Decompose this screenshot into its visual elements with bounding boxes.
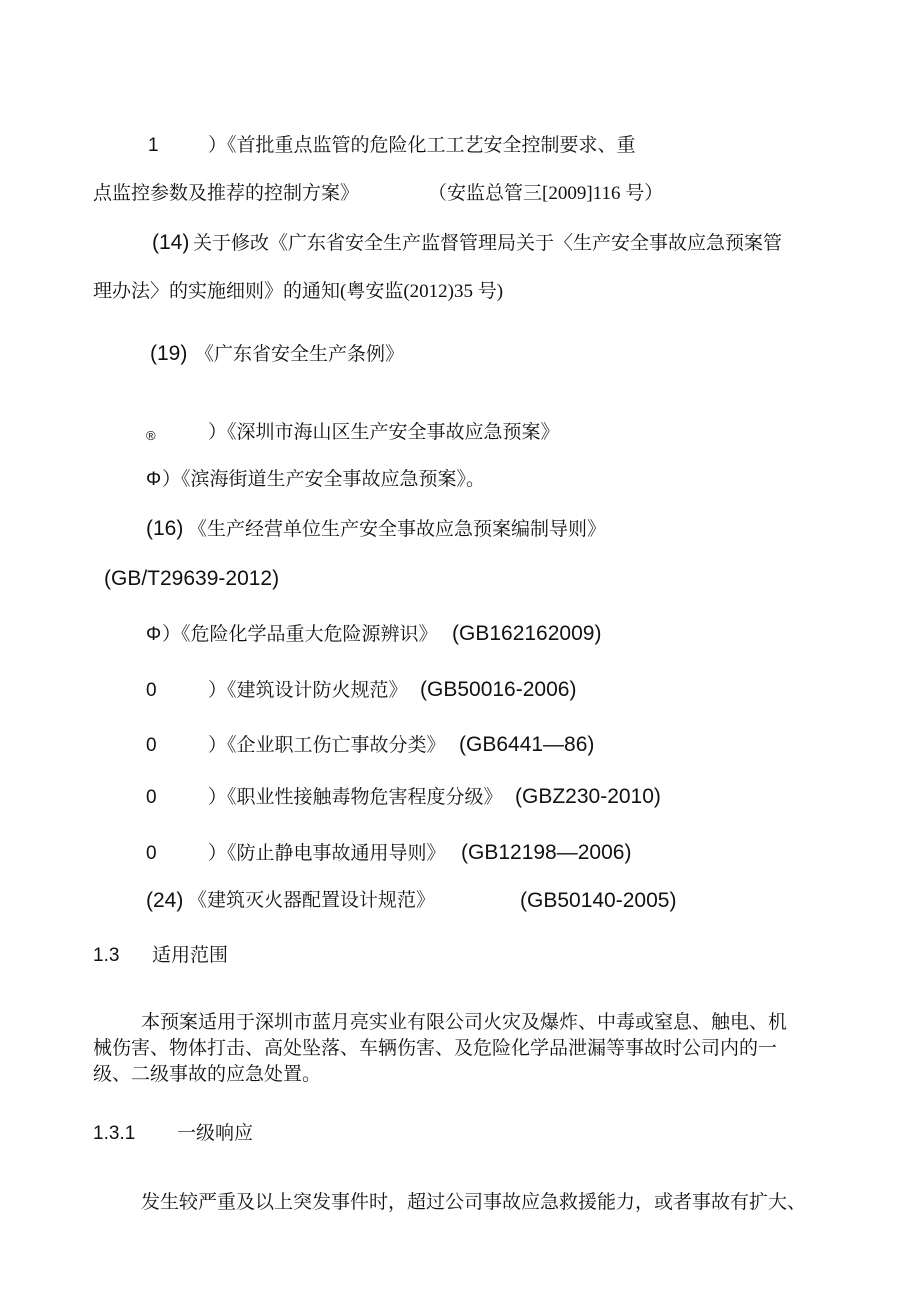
ref-text: ）《防止静电事故通用导则》 xyxy=(208,843,446,864)
section-number: 1.3.1 xyxy=(93,1123,136,1144)
ref-text: 关于修改《广东省安全生产监督管理局关于〈生产安全事故应急预案管 xyxy=(193,233,783,254)
ref-text: ）《职业性接触毒物危害程度分级》 xyxy=(208,787,503,808)
ref-number: ® xyxy=(146,428,156,443)
ref-text: 《生产经营单位生产安全事故应急预案编制导则》 xyxy=(188,519,607,540)
ref-text: ）《建筑设计防火规范》 xyxy=(208,680,408,701)
ref-code: （安监总管三[2009]116 号） xyxy=(428,183,664,204)
ref-number: (16) xyxy=(146,517,184,540)
ref-number: 0 xyxy=(146,787,157,808)
section-title: 一级响应 xyxy=(177,1123,254,1144)
ref-number: Φ xyxy=(146,624,162,645)
ref-code: (GB/T29639-2012) xyxy=(104,567,280,590)
ref-number: Φ xyxy=(146,469,162,490)
ref-number: (14) xyxy=(152,231,190,254)
ref-text: ）《深圳市海山区生产安全事故应急预案》 xyxy=(208,422,560,443)
ref-number: 0 xyxy=(146,680,157,701)
ref-code: (GB50140-2005) xyxy=(520,889,677,912)
ref-text: 《广东省安全生产条例》 xyxy=(195,344,405,365)
ref-number: 0 xyxy=(146,735,157,756)
paragraph-line: 本预案适用于深圳市蓝月亮实业有限公司火灾及爆炸、中毒或窒息、触电、机 xyxy=(141,1012,788,1033)
ref-text: ）《危险化学品重大危险源辨识》 xyxy=(162,624,438,645)
ref-text-continued: 理办法〉的实施细则》的通知(粤安监(2012)35 号) xyxy=(93,281,504,302)
ref-number: 0 xyxy=(146,843,157,864)
paragraph-line: 械伤害、物体打击、高处坠落、车辆伤害、及危险化学品泄漏等事故时公司内的一 xyxy=(93,1038,778,1059)
ref-text: ）《首批重点监管的危险化工工艺安全控制要求、重 xyxy=(208,135,636,156)
ref-code: (GB12198—2006) xyxy=(461,841,632,864)
ref-code: (GB162162009) xyxy=(452,622,602,645)
ref-text: ）《企业职工伤亡事故分类》 xyxy=(208,735,446,756)
paragraph-line: 发生较严重及以上突发事件时，超过公司事故应急救援能力，或者事故有扩大、 xyxy=(141,1192,807,1213)
ref-text: 《建筑灭火器配置设计规范》 xyxy=(188,890,436,911)
section-title: 适用范围 xyxy=(152,945,229,966)
ref-number: (19) xyxy=(150,342,188,365)
ref-text-continued: 点监控参数及推荐的控制方案》 xyxy=(93,183,360,204)
ref-number: 1 xyxy=(148,135,159,156)
ref-number: (24) xyxy=(146,889,184,912)
paragraph-line: 级、二级事故的应急处置。 xyxy=(93,1064,322,1085)
section-number: 1.3 xyxy=(93,945,120,966)
ref-code: (GB6441—86) xyxy=(459,733,595,756)
ref-code: (GBZ230-2010) xyxy=(515,785,661,808)
ref-code: (GB50016-2006) xyxy=(420,678,577,701)
ref-text: ）《滨海街道生产安全事故应急预案》。 xyxy=(162,469,486,490)
